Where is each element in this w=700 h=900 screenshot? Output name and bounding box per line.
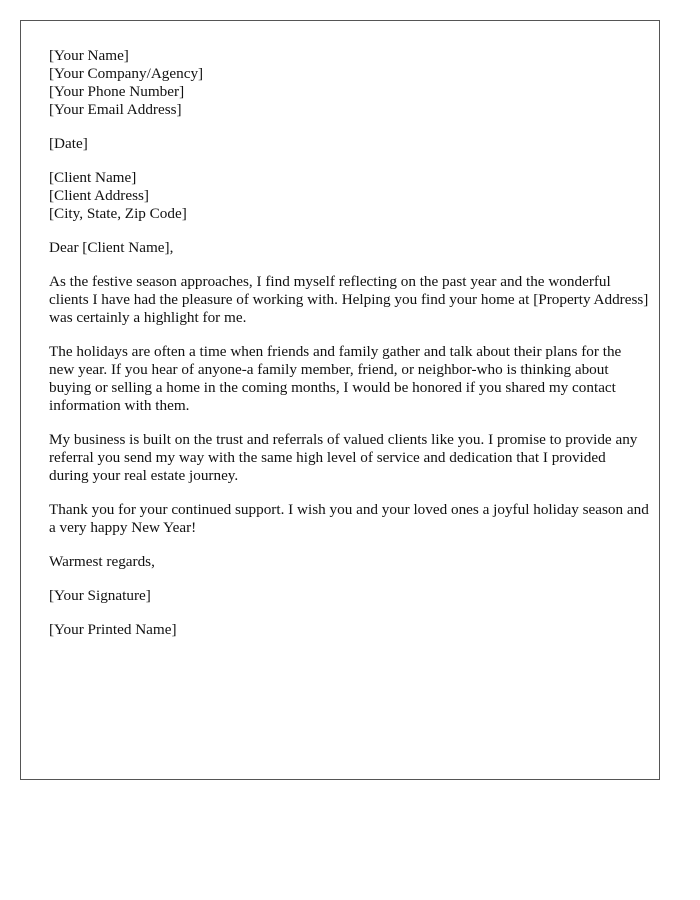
sender-block [49, 47, 649, 119]
body-paragraph-3: My business is built on the trust and referrals of valued clients like you. I promise to provide any referral you send my way with the same high level of service and dedication that I provided during your real estate journey. [49, 431, 638, 484]
closing: Warmest regards, [49, 553, 155, 570]
sender-phone: [Your Phone Number] [49, 83, 185, 100]
body-paragraph-4: Thank you for your continued support. I wish you and your loved ones a joyful holiday season and a very happy New Year! [49, 501, 649, 536]
letter-body [49, 47, 649, 655]
salutation: Dear [Client Name], [49, 239, 174, 256]
signature-placeholder: [Your Signature] [49, 587, 151, 604]
letter-date: [Date] [49, 135, 88, 152]
recipient-address: [Client Address] [49, 187, 149, 204]
sender-company: [Your Company/Agency] [49, 65, 204, 82]
recipient-block [49, 169, 649, 223]
recipient-name: [Client Name] [49, 169, 137, 186]
body-paragraph-1: As the festive season approaches, I find myself reflecting on the past year and the wonderful clients I have had the pleasure of working with. Helping you find your home at [Property Address] was certainly a highlight for me. [49, 273, 649, 326]
printed-name: [Your Printed Name] [49, 621, 177, 638]
recipient-city-state-zip: [City, State, Zip Code] [49, 205, 187, 222]
sender-name: [Your Name] [49, 47, 129, 64]
body-paragraph-2: The holidays are often a time when friends and family gather and talk about their plans for the new year. If you hear of anyone-a family member, friend, or neighbor-who is thinking about buying or selling a home in the coming months, I would be honored if you shared my contact information with them. [49, 343, 622, 414]
date-block [49, 135, 649, 153]
sender-email: [Your Email Address] [49, 101, 182, 118]
